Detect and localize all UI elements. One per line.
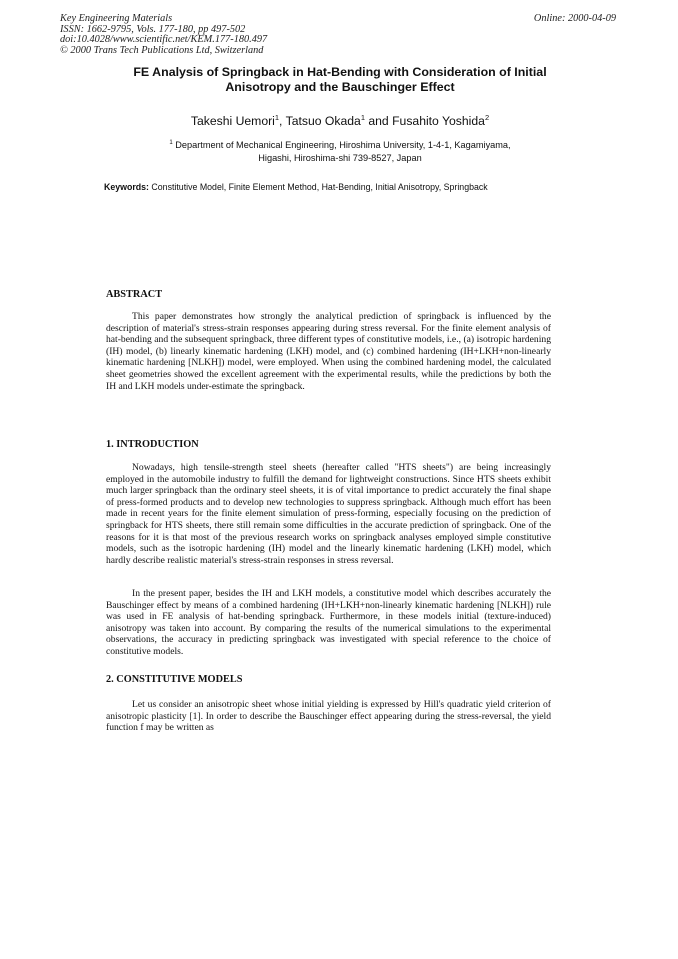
online-date: Online: 2000-04-09 xyxy=(533,13,616,24)
author-superscript: 1 xyxy=(274,113,280,122)
paper-title xyxy=(90,65,590,95)
journal-name: Key Engineering Materials xyxy=(60,13,173,24)
keywords-text: Constitutive Model, Finite Element Method, Hat-Bending, Initial Anisotropy, Springback xyxy=(148,182,488,192)
title-line-1: FE Analysis of Springback in Hat-Bending with Consideration of Initial xyxy=(133,65,547,79)
abstract-paragraph: This paper demonstrates how strongly the analytical prediction of springback is influenced by the description of material's stress-strain responses appearing during stress reversal. For the finite element analysis of hat-bending and the subsequent springback, three different types of constitutive models, i.e., (a) isotropic hardening (IH) model, (b) linearly kinematic hardening (LKH) model, and (c) combined hardening (IH+LKH+non-linearly kinematic hardening [NLKH]) model, were employed. When using the combined hardening model, the calculated sheet geometries showed the excellent agreement with the experimental results, while the predictions by both the IH and LKH models under-estimate the springback. xyxy=(106,311,551,392)
affiliation-line-2: Higashi, Hiroshima-shi 739-8527, Japan xyxy=(258,153,422,164)
keywords xyxy=(104,182,574,192)
affiliation-text-1: Department of Mechanical Engineering, Hiroshima University, 1-4-1, Kagamiyama, xyxy=(175,140,511,151)
author-okada: Tatsuo Okada xyxy=(285,114,361,129)
author-separator: , xyxy=(279,114,286,129)
author-uemori: Takeshi Uemori xyxy=(190,114,275,129)
issn-line: ISSN: 1662-9795, Vols. 177-180, pp 497-502 xyxy=(60,23,246,35)
affiliation xyxy=(110,137,570,165)
copyright-line: © 2000 Trans Tech Publications Ltd, Switzerland xyxy=(60,44,264,56)
affiliation-superscript: 1 xyxy=(169,140,173,146)
introduction-paragraph-1: Nowadays, high tensile-strength steel sheets (hereafter called "HTS sheets") are being increasingly employed in the automobile industry to fulfill the demand for lightweight constructions. Since HTS sheets exhibit much larger springback than the ordinary steel sheets, it is of vital importance to predict accurately the final shape of press-formed products and to develop new technologies to suppress springback. Although much effort has been made in recent years for the finite element simulation of press-forming, especially focusing on the prediction of springback for HTS sheets, there still remain some difficulties in the accurate prediction of springback. One of the reasons for it is that most of the previous research works on springback analyses employed simple constitutive models, such as the isotropic hardening (IH) model and the linearly kinematic hardening (LKH) model, which hardly describe realistic material's stress-strain responses in stress reversal. xyxy=(106,462,551,566)
author-yoshida: Fusahito Yoshida xyxy=(392,114,485,129)
author-separator: and xyxy=(364,114,393,129)
constitutive-heading: 2. CONSTITUTIVE MODELS xyxy=(106,674,243,685)
page-header xyxy=(60,14,616,56)
author-superscript: 1 xyxy=(360,113,365,122)
author-list xyxy=(90,113,590,128)
title-line-2: Anisotropy and the Bauschinger Effect xyxy=(225,80,455,94)
constitutive-paragraph-1: Let us consider an anisotropic sheet whose initial yielding is expressed by Hill's quadratic yield criterion of anisotropic plasticity [1]. In order to describe the Bauschinger effect appearing during the stress-reversal, the yield function f may be written as xyxy=(106,699,551,734)
author-superscript: 2 xyxy=(484,113,490,122)
keywords-label: Keywords: xyxy=(104,182,149,192)
introduction-heading: 1. INTRODUCTION xyxy=(106,439,199,450)
doi-line[interactable]: doi:10.4028/www.scientific.net/KEM.177-180.497 xyxy=(60,34,268,45)
introduction-paragraph-2: In the present paper, besides the IH and LKH models, a constitutive model which describes accurately the Bauschinger effect by means of a combined hardening (IH+LKH+non-linearly kinematic hardening [NLKH]) rule was used in FE analysis of hat-bending springback. Furthermore, in these models initial (texture-induced) anisotropy was taken into account. By comparing the results of the numerical simulations to the experimental observations, the accuracy in predicting springback was investigated with special reference to the choice of constitutive models. xyxy=(106,588,551,657)
affiliation-line-1 xyxy=(110,137,570,152)
abstract-heading: ABSTRACT xyxy=(106,289,163,300)
